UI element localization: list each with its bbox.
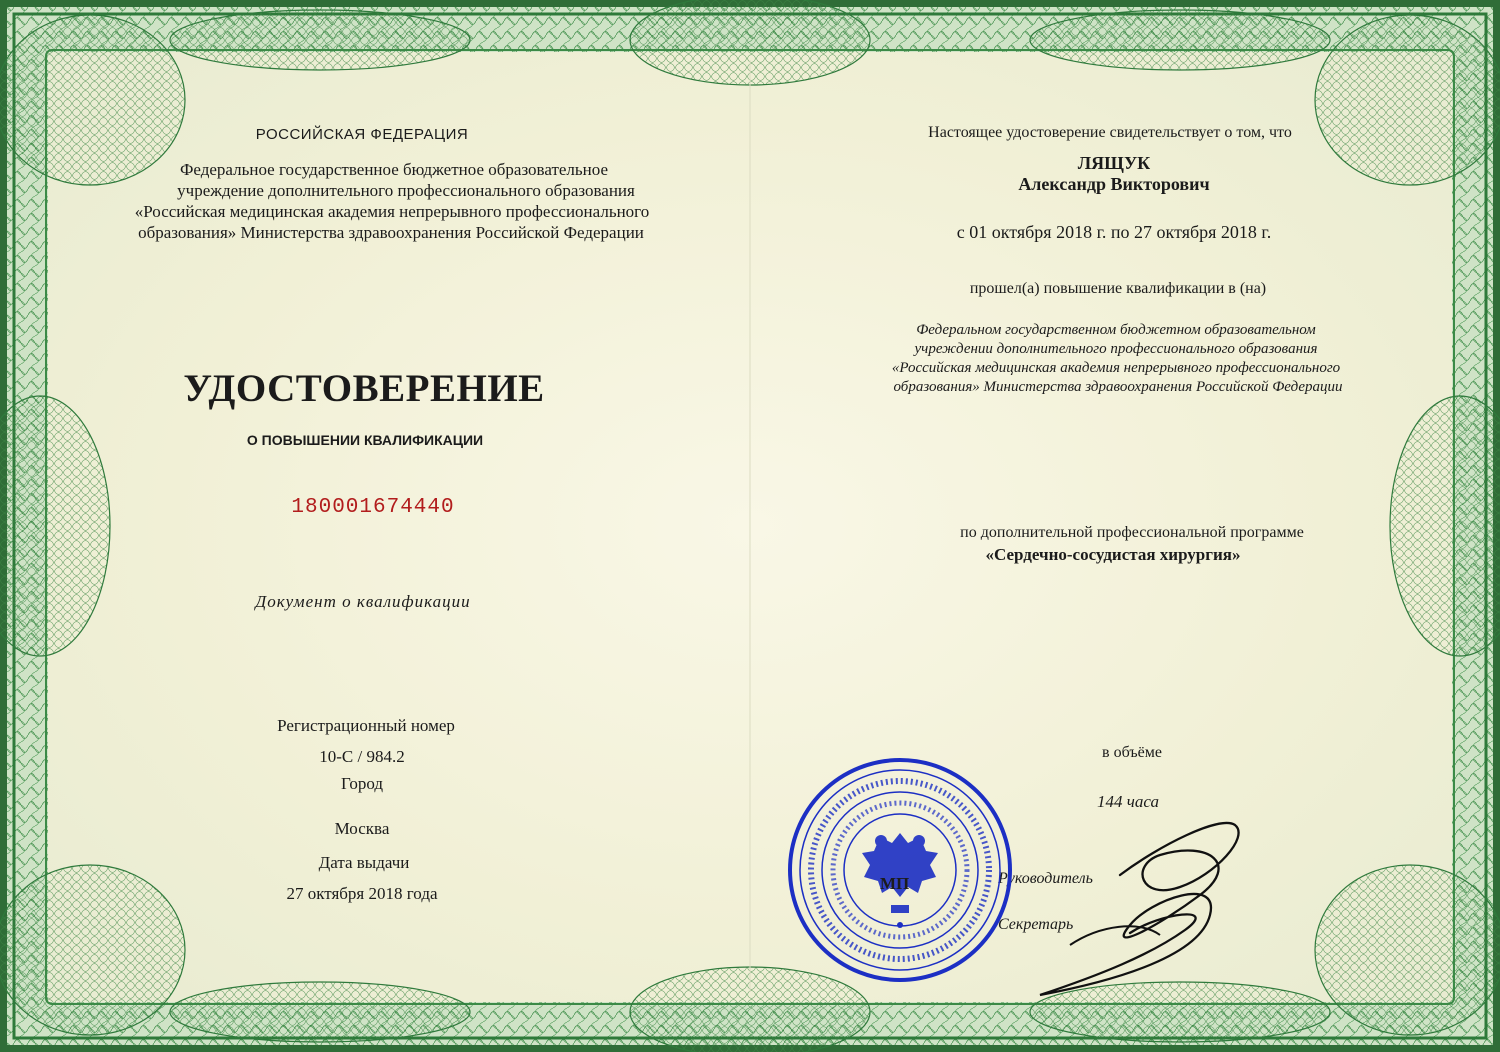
holder-surname: ЛЯЩУК bbox=[1077, 153, 1151, 173]
official-seal bbox=[785, 755, 1015, 985]
document-title: УДОСТОВЕРЕНИЕ bbox=[183, 367, 545, 410]
secretary-label: Секретарь bbox=[998, 916, 1074, 933]
right-institution-line: образования» Министерства здравоохранения Российской Федерации bbox=[893, 379, 1343, 395]
double-headed-eagle-icon bbox=[862, 833, 938, 913]
institution-line: «Российская медицинская академия непрерывного профессионального bbox=[134, 202, 650, 221]
right-institution-line: «Российская медицинская академия непрерывного профессионального bbox=[891, 360, 1341, 376]
city-label: Город bbox=[341, 774, 383, 793]
document-subtitle: О ПОВЫШЕНИИ КВАЛИФИКАЦИИ bbox=[246, 432, 484, 448]
issue-date: 27 октября 2018 года bbox=[286, 884, 438, 903]
institution-line: образования» Министерства здравоохранения Российской Федерации bbox=[138, 223, 644, 242]
program-label: по дополнительной профессиональной программе bbox=[960, 524, 1304, 541]
volume-value: 144 часа bbox=[1097, 792, 1159, 811]
institution-line: Федеральное государственное бюджетное образовательное bbox=[179, 160, 609, 179]
program-name: «Сердечно-сосудистая хирургия» bbox=[985, 545, 1241, 564]
passed-text: прошел(а) повышение квалификации в (на) bbox=[969, 280, 1267, 297]
seal-mark-text: МП bbox=[880, 874, 910, 893]
registration-number: 10-С / 984.2 bbox=[319, 747, 405, 766]
intro-text: Настоящее удостоверение свидетельствует о том, что bbox=[928, 124, 1292, 141]
serial-number: 180001674440 bbox=[291, 496, 455, 519]
handwritten-signature-icon bbox=[1010, 805, 1270, 1005]
holder-name: Александр Викторович bbox=[1018, 174, 1210, 194]
training-period: с 01 октября 2018 г. по 27 октября 2018 г. bbox=[956, 222, 1272, 242]
issue-date-label: Дата выдачи bbox=[318, 853, 410, 872]
institution-line: учреждение дополнительного профессионального образования bbox=[177, 181, 635, 200]
right-institution-line: учреждении дополнительного профессионального образования bbox=[914, 341, 1318, 357]
city-value: Москва bbox=[334, 819, 390, 838]
document-type: Документ о квалификации bbox=[255, 592, 471, 611]
country-name: РОССИЙСКАЯ ФЕДЕРАЦИЯ bbox=[255, 126, 469, 143]
right-institution-line: Федеральном государственном бюджетном образовательном bbox=[916, 322, 1316, 338]
volume-label: в объёме bbox=[1102, 744, 1162, 761]
registration-label: Регистрационный номер bbox=[277, 716, 455, 735]
head-label: Руководитель bbox=[998, 870, 1093, 887]
